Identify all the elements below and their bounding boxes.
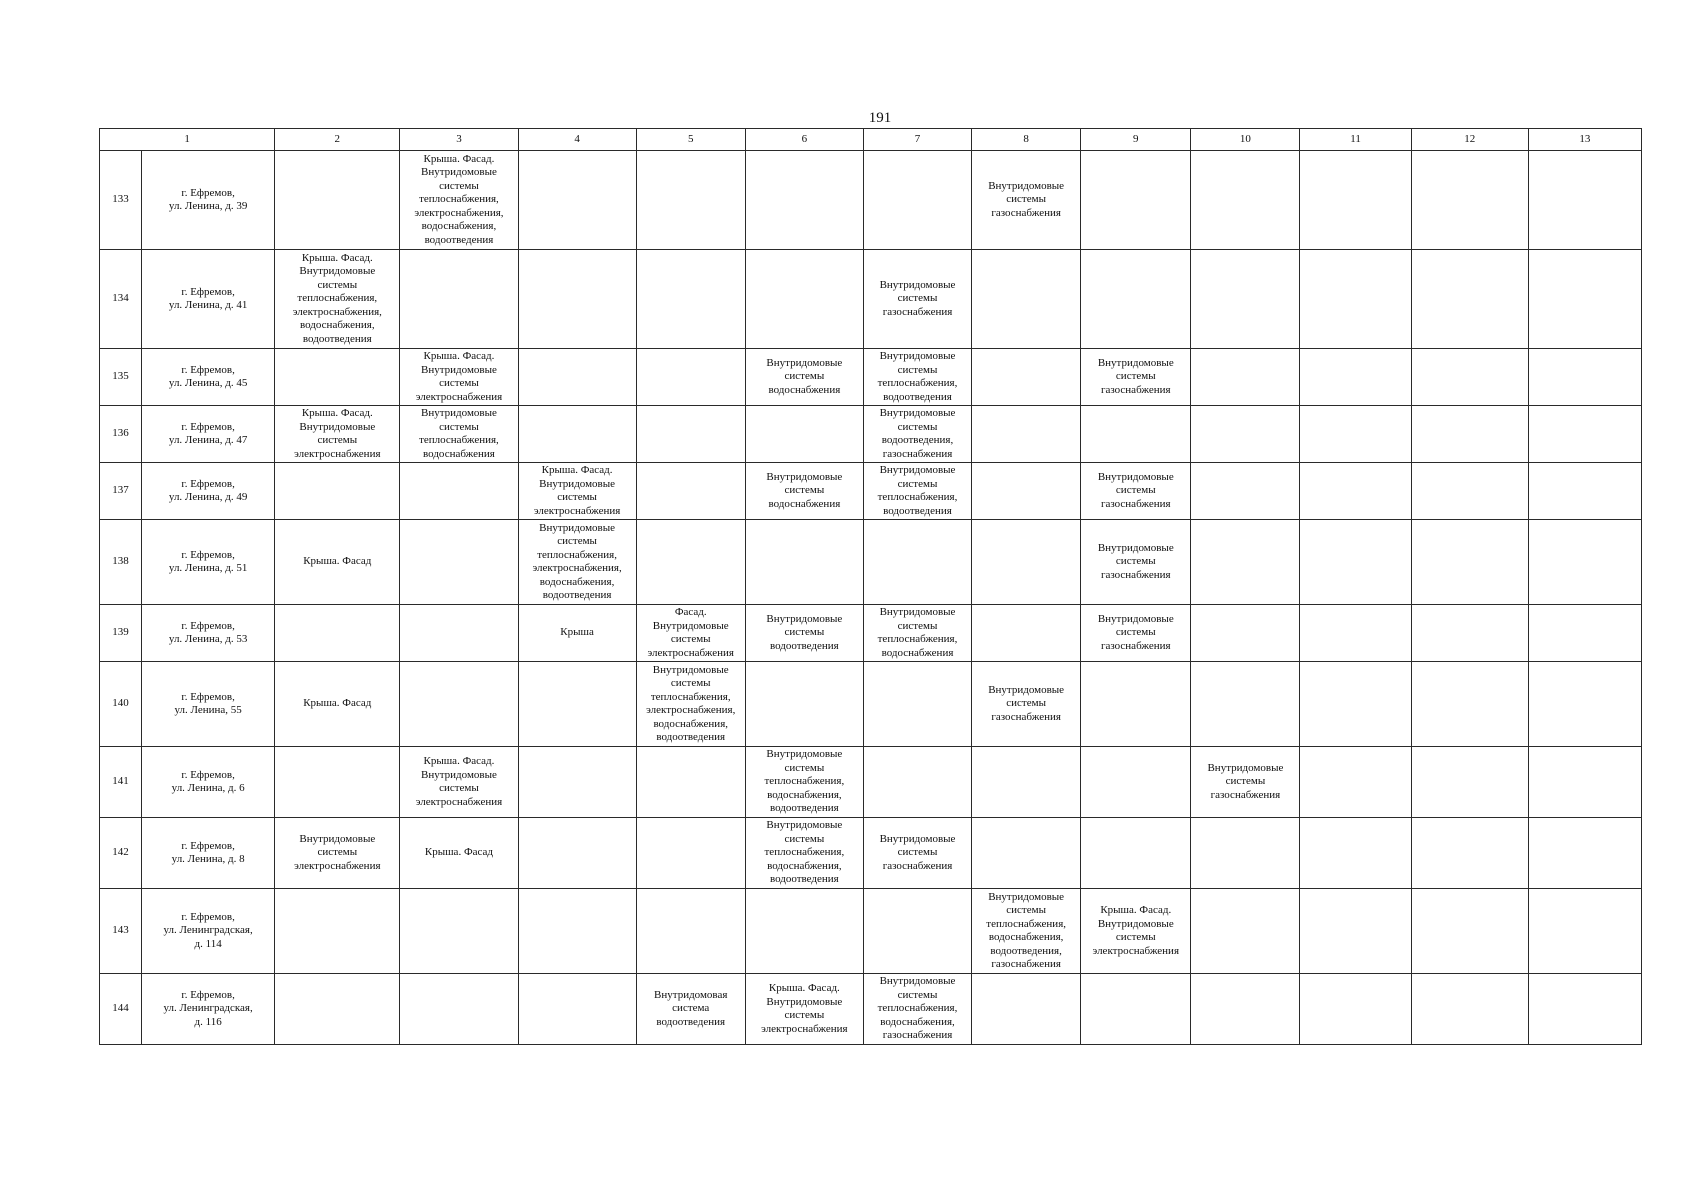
table-row xyxy=(100,520,1642,605)
work-cell-col-7 xyxy=(863,463,971,520)
work-cell-col-8 xyxy=(972,463,1081,520)
work-cell-col-5 xyxy=(636,818,745,889)
row-number: 144 xyxy=(100,974,142,1045)
work-cell-col-10 xyxy=(1191,406,1300,463)
address-text: г. Ефремов, ул. Ленина, 55 xyxy=(174,690,242,716)
page-number: 191 xyxy=(868,110,892,126)
work-text: Внутридомовые системы теплоснабжения, водоснабжения xyxy=(877,606,958,659)
row-number: 143 xyxy=(100,889,142,974)
address-cell xyxy=(142,349,275,406)
work-cell-col-6 xyxy=(745,818,863,889)
column-header-4: 4 xyxy=(518,129,636,151)
work-cell-col-5 xyxy=(636,889,745,974)
address-cell xyxy=(142,250,275,349)
row-number: 135 xyxy=(100,349,142,406)
column-header-7: 7 xyxy=(863,129,971,151)
address-cell xyxy=(142,463,275,520)
work-cell-col-7 xyxy=(863,974,971,1045)
work-cell-col-2 xyxy=(275,889,400,974)
column-header-11: 11 xyxy=(1300,129,1411,151)
work-cell-col-13 xyxy=(1528,974,1641,1045)
work-cell-col-13 xyxy=(1528,747,1641,818)
table-row xyxy=(100,250,1642,349)
work-cell-col-4 xyxy=(518,520,636,605)
work-cell-col-2 xyxy=(275,250,400,349)
work-cell-col-8 xyxy=(972,818,1081,889)
work-cell-col-10 xyxy=(1191,974,1300,1045)
work-cell-col-4 xyxy=(518,747,636,818)
work-cell-col-8 xyxy=(972,889,1081,974)
address-cell xyxy=(142,974,275,1045)
work-text: Крыша. Фасад. Внутридомовые системы электроснабжения xyxy=(415,350,503,403)
table-row xyxy=(100,349,1642,406)
work-cell-col-6 xyxy=(745,889,863,974)
work-cell-col-13 xyxy=(1528,520,1641,605)
work-cell-col-12 xyxy=(1411,605,1528,662)
work-cell-col-10 xyxy=(1191,250,1300,349)
work-cell-col-9 xyxy=(1081,889,1191,974)
work-cell-col-2 xyxy=(275,818,400,889)
row-number: 140 xyxy=(100,662,142,747)
work-cell-col-6 xyxy=(745,974,863,1045)
work-cell-col-6 xyxy=(745,520,863,605)
work-cell-col-9 xyxy=(1081,349,1191,406)
work-cell-col-2 xyxy=(275,349,400,406)
work-cell-col-12 xyxy=(1411,151,1528,250)
work-cell-col-11 xyxy=(1300,662,1411,747)
column-header-1: 1 xyxy=(100,129,275,151)
work-cell-col-11 xyxy=(1300,974,1411,1045)
work-cell-col-13 xyxy=(1528,605,1641,662)
work-cell-col-12 xyxy=(1411,463,1528,520)
work-text: Внутридомовые системы водоотведения xyxy=(766,612,843,652)
work-cell-col-10 xyxy=(1191,889,1300,974)
work-text: Внутридомовые системы газоснабжения xyxy=(1097,612,1174,652)
address-text: г. Ефремов, ул. Ленина, д. 49 xyxy=(168,477,248,503)
work-cell-col-4 xyxy=(518,605,636,662)
work-cell-col-5 xyxy=(636,605,745,662)
work-text: Крыша. Фасад. Внутридомовые системы электроснабжения xyxy=(415,755,503,808)
work-cell-col-6 xyxy=(745,463,863,520)
work-cell-col-3 xyxy=(400,818,518,889)
work-cell-col-3 xyxy=(400,250,518,349)
work-cell-col-3 xyxy=(400,889,518,974)
address-text: г. Ефремов, ул. Ленинградская, д. 114 xyxy=(163,910,253,950)
work-cell-col-5 xyxy=(636,747,745,818)
work-cell-col-8 xyxy=(972,747,1081,818)
work-cell-col-13 xyxy=(1528,662,1641,747)
column-number-header-row xyxy=(100,129,1642,151)
work-text: Крыша. Фасад. Внутридомовые системы теплоснабжения, электроснабжения, водоснабжения, водоотведения xyxy=(292,251,382,345)
work-cell-col-12 xyxy=(1411,520,1528,605)
work-cell-col-11 xyxy=(1300,151,1411,250)
work-text: Внутридомовые системы газоснабжения xyxy=(879,278,956,318)
work-cell-col-5 xyxy=(636,463,745,520)
work-cell-col-8 xyxy=(972,974,1081,1045)
work-cell-col-3 xyxy=(400,151,518,250)
work-cell-col-11 xyxy=(1300,747,1411,818)
work-cell-col-4 xyxy=(518,818,636,889)
work-text: Внутридомовые системы теплоснабжения, водоснабжения, водоотведения xyxy=(764,748,845,815)
work-cell-col-5 xyxy=(636,151,745,250)
work-cell-col-9 xyxy=(1081,463,1191,520)
work-cell-col-3 xyxy=(400,747,518,818)
work-text: Внутридомовые системы газоснабжения xyxy=(988,683,1065,723)
work-text: Внутридомовые системы теплоснабжения, электроснабжения, водоснабжения, водоотведения xyxy=(532,521,622,601)
row-number: 136 xyxy=(100,406,142,463)
column-header-12: 12 xyxy=(1411,129,1528,151)
address-text: г. Ефремов, ул. Ленина, д. 8 xyxy=(171,839,245,865)
address-text: г. Ефремов, ул. Ленина, д. 39 xyxy=(168,186,248,212)
work-text: Внутридомовые системы водоотведения, газоснабжения xyxy=(879,407,956,460)
work-cell-col-13 xyxy=(1528,889,1641,974)
work-cell-col-3 xyxy=(400,662,518,747)
work-cell-col-5 xyxy=(636,974,745,1045)
work-text: Крыша. Фасад. Внутридомовые системы электроснабжения xyxy=(761,982,848,1035)
row-number: 139 xyxy=(100,605,142,662)
work-text: Внутридомовые системы газоснабжения xyxy=(1097,541,1174,581)
work-text: Внутридомовые системы водоснабжения xyxy=(766,356,843,396)
work-cell-col-4 xyxy=(518,406,636,463)
work-cell-col-3 xyxy=(400,463,518,520)
work-text: Внутридомовые системы водоснабжения xyxy=(766,470,843,510)
work-cell-col-13 xyxy=(1528,250,1641,349)
work-cell-col-8 xyxy=(972,520,1081,605)
work-cell-col-6 xyxy=(745,406,863,463)
work-cell-col-2 xyxy=(275,520,400,605)
work-cell-col-11 xyxy=(1300,349,1411,406)
column-header-6: 6 xyxy=(745,129,863,151)
work-cell-col-9 xyxy=(1081,520,1191,605)
work-cell-col-2 xyxy=(275,406,400,463)
row-number: 138 xyxy=(100,520,142,605)
work-text: Крыша. Фасад xyxy=(303,697,372,710)
work-cell-col-12 xyxy=(1411,349,1528,406)
table-row xyxy=(100,605,1642,662)
work-text: Внутридомовые системы газоснабжения xyxy=(1097,470,1174,510)
work-cell-col-11 xyxy=(1300,889,1411,974)
work-cell-col-12 xyxy=(1411,818,1528,889)
address-text: г. Ефремов, ул. Ленина, д. 51 xyxy=(168,548,248,574)
address-cell xyxy=(142,406,275,463)
address-cell xyxy=(142,889,275,974)
work-cell-col-7 xyxy=(863,406,971,463)
address-text: г. Ефремов, ул. Ленина, д. 6 xyxy=(171,768,245,794)
work-text: Крыша xyxy=(560,626,594,639)
work-cell-col-7 xyxy=(863,889,971,974)
work-cell-col-7 xyxy=(863,605,971,662)
work-cell-col-6 xyxy=(745,605,863,662)
work-text: Крыша. Фасад. Внутридомовые системы электроснабжения xyxy=(1092,904,1179,957)
work-cell-col-8 xyxy=(972,605,1081,662)
work-cell-col-10 xyxy=(1191,349,1300,406)
work-cell-col-7 xyxy=(863,818,971,889)
work-text: Внутридомовые системы газоснабжения xyxy=(1207,761,1284,801)
column-header-8: 8 xyxy=(972,129,1081,151)
work-text: Внутридомовые системы газоснабжения xyxy=(879,832,956,872)
work-text: Внутридомовые системы теплоснабжения, водоснабжения, водоотведения xyxy=(764,819,845,886)
work-cell-col-7 xyxy=(863,151,971,250)
column-header-3: 3 xyxy=(400,129,518,151)
work-text: Внутридомовые системы теплоснабжения, водоснабжения, водоотведения, газоснабжения xyxy=(986,890,1066,970)
work-text: Внутридомовая система водоотведения xyxy=(654,988,728,1028)
work-cell-col-12 xyxy=(1411,406,1528,463)
work-cell-col-5 xyxy=(636,662,745,747)
work-cell-col-7 xyxy=(863,520,971,605)
work-cell-col-9 xyxy=(1081,151,1191,250)
address-text: г. Ефремов, ул. Ленина, д. 53 xyxy=(168,619,248,645)
work-cell-col-10 xyxy=(1191,818,1300,889)
work-text: Внутридомовые системы газоснабжения xyxy=(1097,356,1174,396)
work-text: Внутридомовые системы теплоснабжения, водоснабжения, газоснабжения xyxy=(877,975,958,1042)
work-cell-col-4 xyxy=(518,349,636,406)
work-cell-col-2 xyxy=(275,605,400,662)
column-header-13: 13 xyxy=(1528,129,1641,151)
address-text: г. Ефремов, ул. Ленина, д. 45 xyxy=(168,363,248,389)
work-cell-col-11 xyxy=(1300,250,1411,349)
work-text: Фасад. Внутридомовые системы электроснабжения xyxy=(647,606,734,659)
work-text: Внутридомовые системы газоснабжения xyxy=(988,179,1065,219)
work-cell-col-12 xyxy=(1411,747,1528,818)
work-cell-col-7 xyxy=(863,662,971,747)
work-cell-col-10 xyxy=(1191,605,1300,662)
table-row xyxy=(100,974,1642,1045)
table-row xyxy=(100,747,1642,818)
table-row xyxy=(100,662,1642,747)
work-cell-col-4 xyxy=(518,662,636,747)
work-cell-col-12 xyxy=(1411,889,1528,974)
table-row xyxy=(100,818,1642,889)
table-row xyxy=(100,889,1642,974)
work-cell-col-10 xyxy=(1191,151,1300,250)
work-cell-col-2 xyxy=(275,151,400,250)
work-cell-col-6 xyxy=(745,747,863,818)
work-cell-col-3 xyxy=(400,974,518,1045)
work-cell-col-7 xyxy=(863,250,971,349)
column-header-10: 10 xyxy=(1191,129,1300,151)
work-cell-col-5 xyxy=(636,349,745,406)
work-cell-col-2 xyxy=(275,974,400,1045)
work-cell-col-9 xyxy=(1081,406,1191,463)
work-cell-col-3 xyxy=(400,406,518,463)
work-cell-col-9 xyxy=(1081,662,1191,747)
work-cell-col-5 xyxy=(636,406,745,463)
work-cell-col-5 xyxy=(636,520,745,605)
column-header-5: 5 xyxy=(636,129,745,151)
address-cell xyxy=(142,662,275,747)
work-cell-col-6 xyxy=(745,349,863,406)
work-text: Внутридомовые системы теплоснабжения, водоснабжения xyxy=(419,407,499,460)
address-text: г. Ефремов, ул. Ленинградская, д. 116 xyxy=(163,988,253,1028)
address-cell xyxy=(142,747,275,818)
work-cell-col-4 xyxy=(518,151,636,250)
work-cell-col-13 xyxy=(1528,349,1641,406)
address-cell xyxy=(142,818,275,889)
work-cell-col-4 xyxy=(518,463,636,520)
work-cell-col-8 xyxy=(972,662,1081,747)
work-cell-col-4 xyxy=(518,974,636,1045)
work-cell-col-2 xyxy=(275,463,400,520)
work-cell-col-11 xyxy=(1300,818,1411,889)
address-cell xyxy=(142,151,275,250)
work-text: Внутридомовые системы теплоснабжения, электроснабжения, водоснабжения, водоотведения xyxy=(646,663,736,743)
work-cell-col-11 xyxy=(1300,406,1411,463)
address-cell xyxy=(142,605,275,662)
work-cell-col-9 xyxy=(1081,974,1191,1045)
row-number: 141 xyxy=(100,747,142,818)
work-cell-col-12 xyxy=(1411,250,1528,349)
work-cell-col-7 xyxy=(863,349,971,406)
work-text: Крыша. Фасад. Внутридомовые системы электроснабжения xyxy=(533,464,621,517)
work-cell-col-13 xyxy=(1528,151,1641,250)
work-cell-col-3 xyxy=(400,520,518,605)
work-text: Внутридомовые системы теплоснабжения, водоотведения xyxy=(877,464,958,517)
row-number: 134 xyxy=(100,250,142,349)
table-row xyxy=(100,406,1642,463)
work-cell-col-7 xyxy=(863,747,971,818)
address-text: г. Ефремов, ул. Ленина, д. 47 xyxy=(168,420,248,446)
work-cell-col-10 xyxy=(1191,463,1300,520)
work-cell-col-3 xyxy=(400,605,518,662)
work-cell-col-9 xyxy=(1081,250,1191,349)
work-text: Внутридомовые системы электроснабжения xyxy=(294,832,381,872)
work-text: Крыша. Фасад. Внутридомовые системы теплоснабжения, электроснабжения, водоснабжения, водоотведения xyxy=(414,152,504,246)
work-cell-col-11 xyxy=(1300,463,1411,520)
work-text: Крыша. Фасад xyxy=(424,846,494,859)
work-cell-col-8 xyxy=(972,250,1081,349)
address-cell xyxy=(142,520,275,605)
work-cell-col-13 xyxy=(1528,463,1641,520)
table-row xyxy=(100,151,1642,250)
work-cell-col-2 xyxy=(275,662,400,747)
work-cell-col-11 xyxy=(1300,605,1411,662)
work-cell-col-12 xyxy=(1411,662,1528,747)
table-row xyxy=(100,463,1642,520)
work-text: Крыша. Фасад. Внутридомовые системы электроснабжения xyxy=(294,407,381,460)
work-cell-col-10 xyxy=(1191,520,1300,605)
work-cell-col-6 xyxy=(745,250,863,349)
address-text: г. Ефремов, ул. Ленина, д. 41 xyxy=(168,285,248,311)
work-cell-col-2 xyxy=(275,747,400,818)
work-cell-col-6 xyxy=(745,662,863,747)
work-cell-col-13 xyxy=(1528,818,1641,889)
work-text: Крыша. Фасад xyxy=(303,555,372,568)
row-number: 137 xyxy=(100,463,142,520)
work-cell-col-9 xyxy=(1081,605,1191,662)
work-cell-col-4 xyxy=(518,889,636,974)
work-cell-col-13 xyxy=(1528,406,1641,463)
repair-schedule-table xyxy=(99,128,1642,1045)
work-cell-col-9 xyxy=(1081,818,1191,889)
work-cell-col-11 xyxy=(1300,520,1411,605)
row-number: 133 xyxy=(100,151,142,250)
work-cell-col-8 xyxy=(972,151,1081,250)
work-cell-col-8 xyxy=(972,406,1081,463)
column-header-9: 9 xyxy=(1081,129,1191,151)
work-cell-col-12 xyxy=(1411,974,1528,1045)
work-cell-col-9 xyxy=(1081,747,1191,818)
column-header-2: 2 xyxy=(275,129,400,151)
row-number: 142 xyxy=(100,818,142,889)
work-cell-col-10 xyxy=(1191,747,1300,818)
work-cell-col-5 xyxy=(636,250,745,349)
work-text: Внутридомовые системы теплоснабжения, водоотведения xyxy=(877,350,958,403)
work-cell-col-6 xyxy=(745,151,863,250)
work-cell-col-8 xyxy=(972,349,1081,406)
work-cell-col-10 xyxy=(1191,662,1300,747)
work-cell-col-3 xyxy=(400,349,518,406)
work-cell-col-4 xyxy=(518,250,636,349)
